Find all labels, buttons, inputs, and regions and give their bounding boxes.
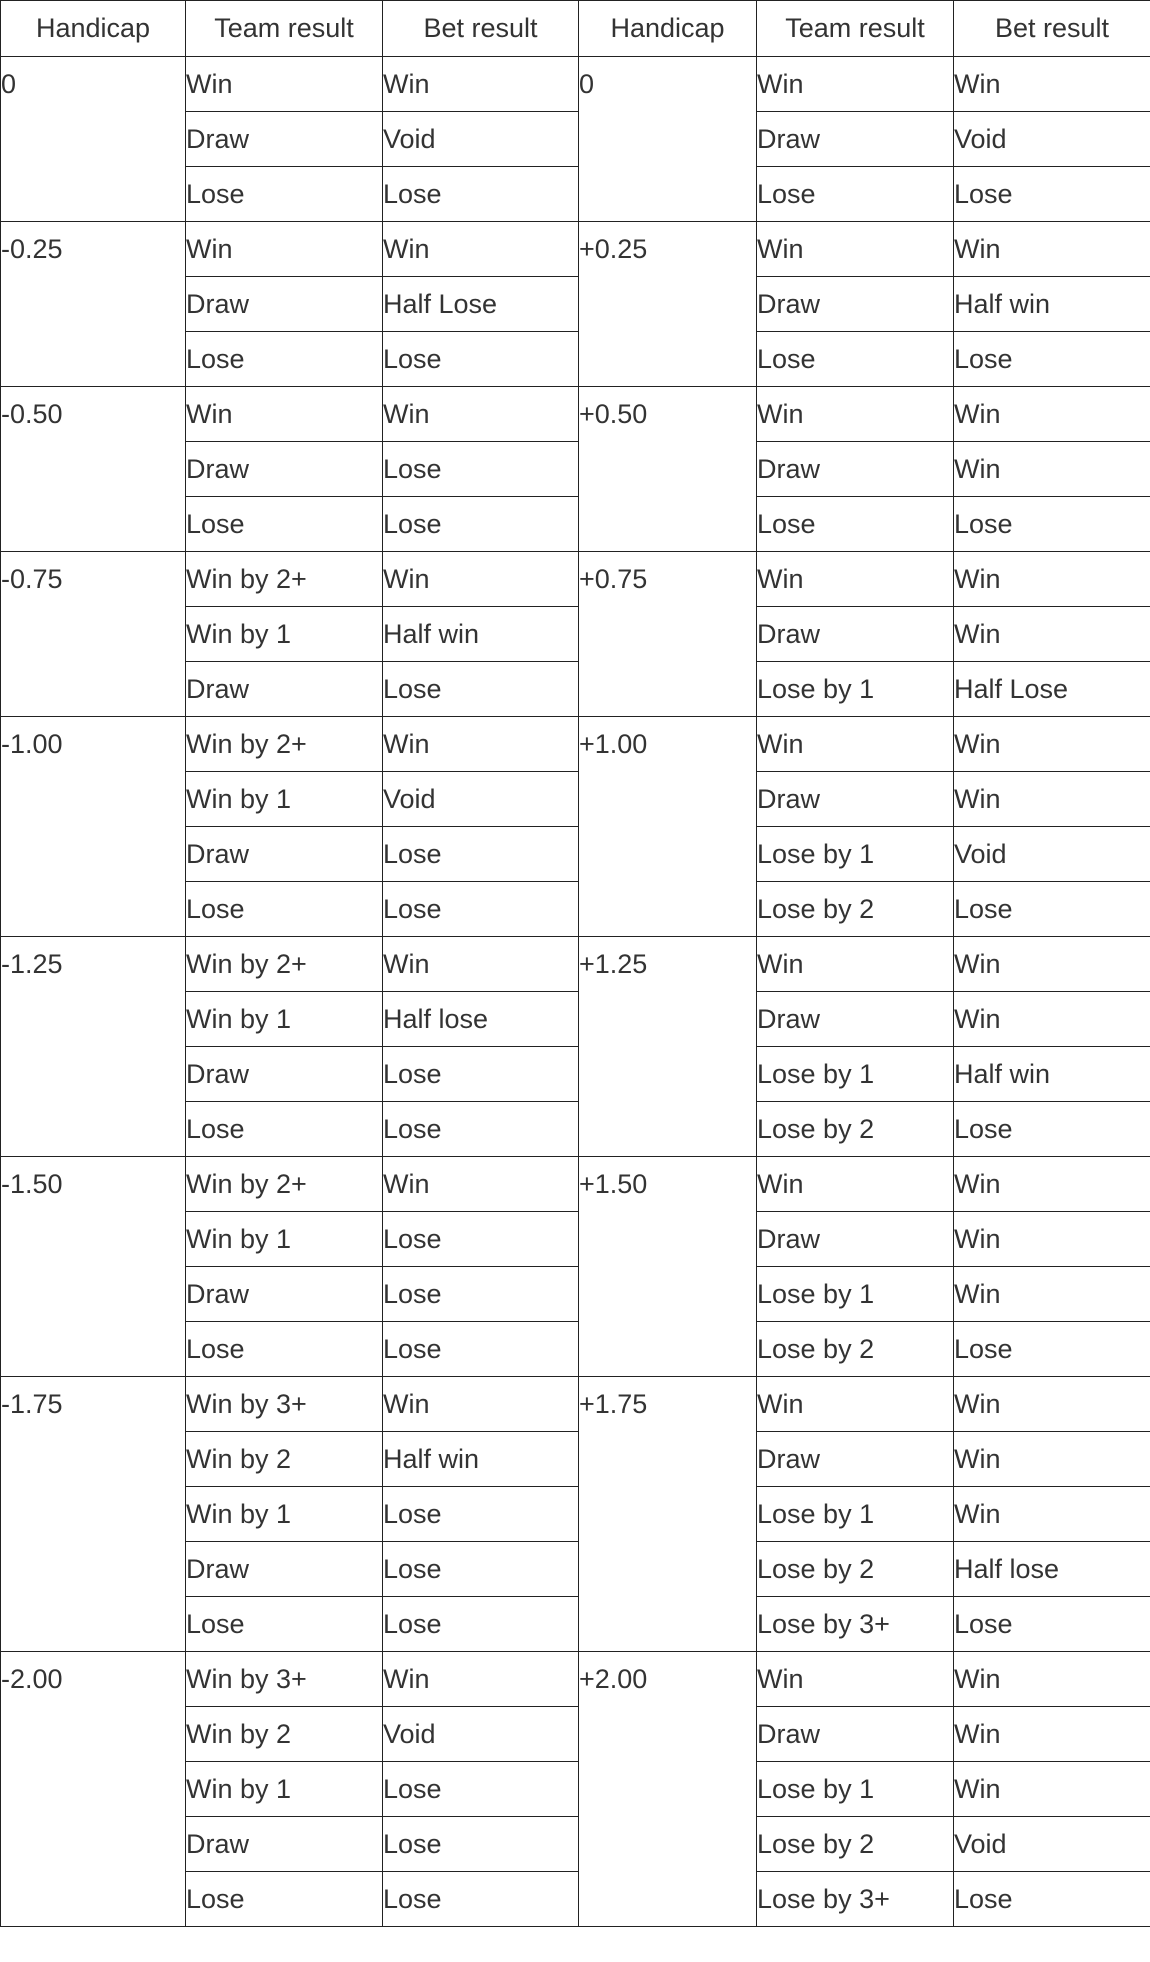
team-result-cell-left: Win by 2: [186, 1432, 383, 1487]
handicap-cell-left: -1.50: [1, 1157, 186, 1377]
team-result-cell-left: Lose: [186, 1102, 383, 1157]
team-result-cell-right: Draw: [757, 1707, 954, 1762]
team-result-cell-left: Draw: [186, 1047, 383, 1102]
team-result-cell-right: Lose by 3+: [757, 1597, 954, 1652]
bet-result-cell-right: Lose: [954, 1872, 1150, 1927]
bet-result-cell-left: Half lose: [383, 992, 579, 1047]
table-row: [1, 1157, 1150, 1212]
bet-result-cell-left: Void: [383, 112, 579, 167]
team-result-cell-left: Win by 1: [186, 1487, 383, 1542]
header-bet-result-right: Bet result: [954, 1, 1150, 57]
bet-result-cell-right: Lose: [954, 1322, 1150, 1377]
bet-result-cell-left: Half win: [383, 607, 579, 662]
team-result-cell-right: Lose by 2: [757, 1542, 954, 1597]
team-result-cell-left: Draw: [186, 112, 383, 167]
bet-result-cell-right: Win: [954, 1652, 1150, 1707]
table-row: [1, 1377, 1150, 1432]
team-result-cell-right: Draw: [757, 607, 954, 662]
team-result-cell-left: Win by 1: [186, 607, 383, 662]
team-result-cell-right: Win: [757, 552, 954, 607]
header-team-result-right: Team result: [757, 1, 954, 57]
bet-result-cell-left: Win: [383, 222, 579, 277]
team-result-cell-right: Lose by 1: [757, 662, 954, 717]
bet-result-cell-right: Win: [954, 552, 1150, 607]
handicap-cell-left: 0: [1, 57, 186, 222]
bet-result-cell-left: Void: [383, 772, 579, 827]
team-result-cell-right: Win: [757, 717, 954, 772]
team-result-cell-right: Lose by 2: [757, 882, 954, 937]
team-result-cell-left: Win by 2+: [186, 937, 383, 992]
bet-result-cell-right: Win: [954, 57, 1150, 112]
handicap-cell-right: +1.25: [579, 937, 757, 1157]
team-result-cell-left: Win by 1: [186, 1212, 383, 1267]
bet-result-cell-right: Half win: [954, 277, 1150, 332]
bet-result-cell-left: Lose: [383, 332, 579, 387]
team-result-cell-left: Win by 1: [186, 1762, 383, 1817]
team-result-cell-left: Win by 3+: [186, 1377, 383, 1432]
bet-result-cell-right: Win: [954, 1762, 1150, 1817]
table-body: [1, 57, 1150, 1927]
team-result-cell-left: Draw: [186, 1267, 383, 1322]
bet-result-cell-left: Lose: [383, 167, 579, 222]
team-result-cell-right: Win: [757, 1377, 954, 1432]
handicap-cell-left: -1.25: [1, 937, 186, 1157]
bet-result-cell-right: Half win: [954, 1047, 1150, 1102]
team-result-cell-right: Win: [757, 937, 954, 992]
team-result-cell-left: Lose: [186, 167, 383, 222]
bet-result-cell-left: Lose: [383, 1817, 579, 1872]
bet-result-cell-right: Win: [954, 222, 1150, 277]
team-result-cell-left: Win by 2: [186, 1707, 383, 1762]
team-result-cell-left: Draw: [186, 662, 383, 717]
handicap-cell-right: +2.00: [579, 1652, 757, 1927]
bet-result-cell-right: Win: [954, 992, 1150, 1047]
team-result-cell-right: Lose by 3+: [757, 1872, 954, 1927]
team-result-cell-right: Win: [757, 1157, 954, 1212]
team-result-cell-left: Draw: [186, 1817, 383, 1872]
team-result-cell-left: Draw: [186, 442, 383, 497]
team-result-cell-right: Lose: [757, 332, 954, 387]
team-result-cell-right: Draw: [757, 112, 954, 167]
team-result-cell-right: Lose by 2: [757, 1322, 954, 1377]
bet-result-cell-right: Void: [954, 1817, 1150, 1872]
handicap-cell-right: +0.25: [579, 222, 757, 387]
team-result-cell-right: Lose by 1: [757, 1487, 954, 1542]
bet-result-cell-right: Win: [954, 1707, 1150, 1762]
team-result-cell-right: Draw: [757, 992, 954, 1047]
team-result-cell-right: Lose by 2: [757, 1817, 954, 1872]
bet-result-cell-right: Win: [954, 1432, 1150, 1487]
bet-result-cell-left: Win: [383, 57, 579, 112]
table-row: [1, 1652, 1150, 1707]
team-result-cell-left: Win by 1: [186, 772, 383, 827]
handicap-cell-right: 0: [579, 57, 757, 222]
team-result-cell-right: Lose by 1: [757, 1762, 954, 1817]
handicap-cell-right: +1.75: [579, 1377, 757, 1652]
bet-result-cell-right: Lose: [954, 1102, 1150, 1157]
handicap-cell-left: -0.50: [1, 387, 186, 552]
team-result-cell-left: Lose: [186, 1322, 383, 1377]
team-result-cell-right: Lose by 1: [757, 1047, 954, 1102]
bet-result-cell-left: Half win: [383, 1432, 579, 1487]
table-row: [1, 552, 1150, 607]
team-result-cell-left: Draw: [186, 1542, 383, 1597]
team-result-cell-left: Draw: [186, 277, 383, 332]
bet-result-cell-right: Win: [954, 1267, 1150, 1322]
bet-result-cell-left: Lose: [383, 1322, 579, 1377]
team-result-cell-left: Win: [186, 387, 383, 442]
bet-result-cell-left: Win: [383, 717, 579, 772]
bet-result-cell-right: Lose: [954, 332, 1150, 387]
bet-result-cell-right: Lose: [954, 1597, 1150, 1652]
team-result-cell-right: Lose by 2: [757, 1102, 954, 1157]
bet-result-cell-left: Lose: [383, 1102, 579, 1157]
bet-result-cell-right: Lose: [954, 167, 1150, 222]
header-bet-result-left: Bet result: [383, 1, 579, 57]
team-result-cell-left: Win by 3+: [186, 1652, 383, 1707]
team-result-cell-left: Win by 1: [186, 992, 383, 1047]
bet-result-cell-left: Lose: [383, 662, 579, 717]
team-result-cell-left: Lose: [186, 497, 383, 552]
team-result-cell-left: Lose: [186, 882, 383, 937]
bet-result-cell-left: Lose: [383, 882, 579, 937]
header-handicap-left: Handicap: [1, 1, 186, 57]
bet-result-cell-right: Win: [954, 717, 1150, 772]
team-result-cell-right: Win: [757, 387, 954, 442]
header-team-result-left: Team result: [186, 1, 383, 57]
team-result-cell-right: Draw: [757, 277, 954, 332]
handicap-cell-left: -0.25: [1, 222, 186, 387]
bet-result-cell-right: Win: [954, 772, 1150, 827]
bet-result-cell-right: Win: [954, 442, 1150, 497]
bet-result-cell-right: Win: [954, 1157, 1150, 1212]
bet-result-cell-left: Lose: [383, 1542, 579, 1597]
team-result-cell-right: Win: [757, 57, 954, 112]
bet-result-cell-right: Win: [954, 1487, 1150, 1542]
bet-result-cell-left: Win: [383, 937, 579, 992]
team-result-cell-left: Win by 2+: [186, 717, 383, 772]
team-result-cell-right: Draw: [757, 772, 954, 827]
bet-result-cell-left: Half Lose: [383, 277, 579, 332]
bet-result-cell-left: Lose: [383, 1872, 579, 1927]
table-row: [1, 717, 1150, 772]
team-result-cell-right: Win: [757, 222, 954, 277]
bet-result-cell-right: Half Lose: [954, 662, 1150, 717]
bet-result-cell-right: Lose: [954, 882, 1150, 937]
table-row: [1, 57, 1150, 112]
team-result-cell-right: Win: [757, 1652, 954, 1707]
bet-result-cell-left: Lose: [383, 1212, 579, 1267]
handicap-cell-left: -0.75: [1, 552, 186, 717]
handicap-cell-right: +1.50: [579, 1157, 757, 1377]
handicap-cell-right: +1.00: [579, 717, 757, 937]
bet-result-cell-right: Void: [954, 827, 1150, 882]
bet-result-cell-left: Win: [383, 1652, 579, 1707]
bet-result-cell-right: Half lose: [954, 1542, 1150, 1597]
team-result-cell-left: Win by 2+: [186, 552, 383, 607]
bet-result-cell-right: Win: [954, 1212, 1150, 1267]
table-row: [1, 222, 1150, 277]
bet-result-cell-left: Lose: [383, 1267, 579, 1322]
bet-result-cell-right: Win: [954, 387, 1150, 442]
bet-result-cell-right: Win: [954, 1377, 1150, 1432]
bet-result-cell-right: Win: [954, 937, 1150, 992]
bet-result-cell-left: Win: [383, 1377, 579, 1432]
bet-result-cell-left: Win: [383, 552, 579, 607]
bet-result-cell-left: Lose: [383, 497, 579, 552]
bet-result-cell-left: Lose: [383, 827, 579, 882]
team-result-cell-left: Lose: [186, 1597, 383, 1652]
bet-result-cell-left: Lose: [383, 442, 579, 497]
bet-result-cell-left: Lose: [383, 1487, 579, 1542]
team-result-cell-right: Draw: [757, 1432, 954, 1487]
bet-result-cell-left: Win: [383, 1157, 579, 1212]
bet-result-cell-left: Void: [383, 1707, 579, 1762]
team-result-cell-right: Draw: [757, 442, 954, 497]
bet-result-cell-left: Win: [383, 387, 579, 442]
bet-result-cell-right: Win: [954, 607, 1150, 662]
bet-result-cell-left: Lose: [383, 1047, 579, 1102]
team-result-cell-left: Win: [186, 222, 383, 277]
table-row: [1, 387, 1150, 442]
team-result-cell-left: Win by 2+: [186, 1157, 383, 1212]
team-result-cell-left: Draw: [186, 827, 383, 882]
team-result-cell-left: Win: [186, 57, 383, 112]
team-result-cell-right: Lose: [757, 167, 954, 222]
handicap-cell-right: +0.50: [579, 387, 757, 552]
header-handicap-right: Handicap: [579, 1, 757, 57]
handicap-cell-left: -1.00: [1, 717, 186, 937]
team-result-cell-right: Lose by 1: [757, 1267, 954, 1322]
handicap-cell-left: -1.75: [1, 1377, 186, 1652]
table-row: [1, 937, 1150, 992]
bet-result-cell-right: Void: [954, 112, 1150, 167]
bet-result-cell-left: Lose: [383, 1762, 579, 1817]
team-result-cell-left: Lose: [186, 332, 383, 387]
handicap-cell-right: +0.75: [579, 552, 757, 717]
bet-result-cell-left: Lose: [383, 1597, 579, 1652]
team-result-cell-right: Draw: [757, 1212, 954, 1267]
handicap-cell-left: -2.00: [1, 1652, 186, 1927]
bet-result-cell-right: Lose: [954, 497, 1150, 552]
team-result-cell-right: Lose: [757, 497, 954, 552]
team-result-cell-left: Lose: [186, 1872, 383, 1927]
team-result-cell-right: Lose by 1: [757, 827, 954, 882]
header-row: [1, 1, 1150, 57]
